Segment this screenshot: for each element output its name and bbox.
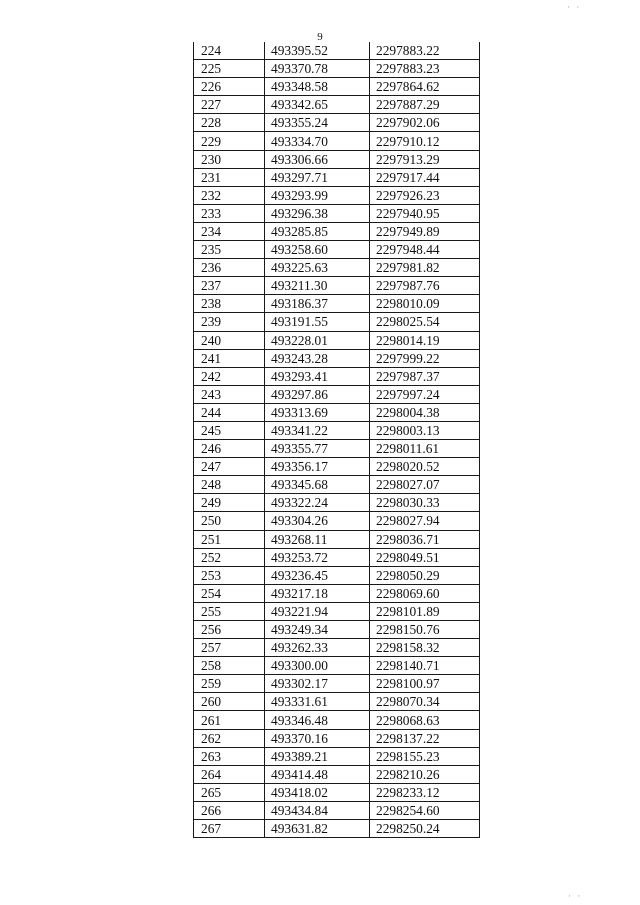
- point-number-cell: 232: [194, 186, 265, 204]
- table-row: [194, 241, 480, 259]
- table-row: [194, 313, 480, 331]
- point-number-cell: 246: [194, 440, 265, 458]
- table-row: [194, 440, 480, 458]
- point-number-cell: 231: [194, 168, 265, 186]
- y-coordinate-cell: 2298068.63: [370, 711, 480, 729]
- x-coordinate-cell: 493414.48: [265, 765, 370, 783]
- x-coordinate-cell: 493395.52: [265, 42, 370, 60]
- point-number-cell: 247: [194, 458, 265, 476]
- x-coordinate-cell: 493297.86: [265, 385, 370, 403]
- point-number-cell: 225: [194, 60, 265, 78]
- point-number-cell: 249: [194, 494, 265, 512]
- y-coordinate-cell: 2298003.13: [370, 421, 480, 439]
- table-row: [194, 548, 480, 566]
- y-coordinate-cell: 2297940.95: [370, 204, 480, 222]
- x-coordinate-cell: 493225.63: [265, 259, 370, 277]
- y-coordinate-cell: 2298020.52: [370, 458, 480, 476]
- y-coordinate-cell: 2298004.38: [370, 403, 480, 421]
- coordinates-table: [193, 42, 480, 838]
- y-coordinate-cell: 2298069.60: [370, 584, 480, 602]
- point-number-cell: 245: [194, 421, 265, 439]
- y-coordinate-cell: 2298050.29: [370, 566, 480, 584]
- point-number-cell: 265: [194, 783, 265, 801]
- table-row: [194, 729, 480, 747]
- x-coordinate-cell: 493341.22: [265, 421, 370, 439]
- x-coordinate-cell: 493268.11: [265, 530, 370, 548]
- y-coordinate-cell: 2297883.22: [370, 42, 480, 60]
- y-coordinate-cell: 2298014.19: [370, 331, 480, 349]
- x-coordinate-cell: 493306.66: [265, 150, 370, 168]
- point-number-cell: 257: [194, 639, 265, 657]
- table-row: [194, 783, 480, 801]
- x-coordinate-cell: 493322.24: [265, 494, 370, 512]
- y-coordinate-cell: 2298254.60: [370, 801, 480, 819]
- x-coordinate-cell: 493345.68: [265, 476, 370, 494]
- x-coordinate-cell: 493191.55: [265, 313, 370, 331]
- table-row: [194, 820, 480, 838]
- scan-mark-bottom: · ·: [568, 891, 583, 901]
- y-coordinate-cell: 2297864.62: [370, 78, 480, 96]
- table-row: [194, 42, 480, 60]
- table-row: [194, 621, 480, 639]
- point-number-cell: 230: [194, 150, 265, 168]
- x-coordinate-cell: 493355.77: [265, 440, 370, 458]
- table-row: [194, 385, 480, 403]
- point-number-cell: 236: [194, 259, 265, 277]
- y-coordinate-cell: 2298049.51: [370, 548, 480, 566]
- y-coordinate-cell: 2297987.76: [370, 277, 480, 295]
- y-coordinate-cell: 2298030.33: [370, 494, 480, 512]
- x-coordinate-cell: 493249.34: [265, 621, 370, 639]
- x-coordinate-cell: 493186.37: [265, 295, 370, 313]
- point-number-cell: 250: [194, 512, 265, 530]
- y-coordinate-cell: 2297887.29: [370, 96, 480, 114]
- y-coordinate-cell: 2297999.22: [370, 349, 480, 367]
- page-number: 9: [317, 31, 323, 43]
- x-coordinate-cell: 493211.30: [265, 277, 370, 295]
- scan-mark-top: · ·: [567, 2, 582, 12]
- y-coordinate-cell: 2298155.23: [370, 747, 480, 765]
- table-row: [194, 711, 480, 729]
- table-row: [194, 114, 480, 132]
- table-row: [194, 657, 480, 675]
- y-coordinate-cell: 2298150.76: [370, 621, 480, 639]
- x-coordinate-cell: 493304.26: [265, 512, 370, 530]
- x-coordinate-cell: 493262.33: [265, 639, 370, 657]
- y-coordinate-cell: 2298233.12: [370, 783, 480, 801]
- x-coordinate-cell: 493236.45: [265, 566, 370, 584]
- x-coordinate-cell: 493293.41: [265, 367, 370, 385]
- x-coordinate-cell: 493370.78: [265, 60, 370, 78]
- table-row: [194, 476, 480, 494]
- x-coordinate-cell: 493302.17: [265, 675, 370, 693]
- y-coordinate-cell: 2297902.06: [370, 114, 480, 132]
- y-coordinate-cell: 2298250.24: [370, 820, 480, 838]
- y-coordinate-cell: 2297987.37: [370, 367, 480, 385]
- point-number-cell: 235: [194, 241, 265, 259]
- coordinates-table-body: [194, 42, 480, 838]
- point-number-cell: 243: [194, 385, 265, 403]
- y-coordinate-cell: 2298027.94: [370, 512, 480, 530]
- x-coordinate-cell: 493356.17: [265, 458, 370, 476]
- x-coordinate-cell: 493631.82: [265, 820, 370, 838]
- x-coordinate-cell: 493418.02: [265, 783, 370, 801]
- y-coordinate-cell: 2298070.34: [370, 693, 480, 711]
- x-coordinate-cell: 493355.24: [265, 114, 370, 132]
- x-coordinate-cell: 493334.70: [265, 132, 370, 150]
- point-number-cell: 238: [194, 295, 265, 313]
- table-row: [194, 693, 480, 711]
- table-row: [194, 765, 480, 783]
- point-number-cell: 260: [194, 693, 265, 711]
- y-coordinate-cell: 2297926.23: [370, 186, 480, 204]
- y-coordinate-cell: 2298011.61: [370, 440, 480, 458]
- y-coordinate-cell: 2298137.22: [370, 729, 480, 747]
- x-coordinate-cell: 493228.01: [265, 331, 370, 349]
- point-number-cell: 233: [194, 204, 265, 222]
- table-row: [194, 584, 480, 602]
- point-number-cell: 267: [194, 820, 265, 838]
- table-row: [194, 639, 480, 657]
- table-row: [194, 602, 480, 620]
- x-coordinate-cell: 493296.38: [265, 204, 370, 222]
- x-coordinate-cell: 493297.71: [265, 168, 370, 186]
- x-coordinate-cell: 493434.84: [265, 801, 370, 819]
- x-coordinate-cell: 493217.18: [265, 584, 370, 602]
- table-row: [194, 458, 480, 476]
- point-number-cell: 248: [194, 476, 265, 494]
- point-number-cell: 239: [194, 313, 265, 331]
- table-row: [194, 259, 480, 277]
- point-number-cell: 251: [194, 530, 265, 548]
- point-number-cell: 264: [194, 765, 265, 783]
- point-number-cell: 253: [194, 566, 265, 584]
- x-coordinate-cell: 493313.69: [265, 403, 370, 421]
- table-row: [194, 295, 480, 313]
- table-row: [194, 367, 480, 385]
- table-row: [194, 150, 480, 168]
- point-number-cell: 226: [194, 78, 265, 96]
- point-number-cell: 256: [194, 621, 265, 639]
- x-coordinate-cell: 493293.99: [265, 186, 370, 204]
- y-coordinate-cell: 2298010.09: [370, 295, 480, 313]
- y-coordinate-cell: 2298036.71: [370, 530, 480, 548]
- table-row: [194, 566, 480, 584]
- y-coordinate-cell: 2297883.23: [370, 60, 480, 78]
- point-number-cell: 228: [194, 114, 265, 132]
- y-coordinate-cell: 2298025.54: [370, 313, 480, 331]
- point-number-cell: 234: [194, 222, 265, 240]
- y-coordinate-cell: 2298210.26: [370, 765, 480, 783]
- y-coordinate-cell: 2297917.44: [370, 168, 480, 186]
- x-coordinate-cell: 493221.94: [265, 602, 370, 620]
- x-coordinate-cell: 493370.16: [265, 729, 370, 747]
- point-number-cell: 254: [194, 584, 265, 602]
- point-number-cell: 244: [194, 403, 265, 421]
- table-row: [194, 675, 480, 693]
- x-coordinate-cell: 493253.72: [265, 548, 370, 566]
- table-row: [194, 331, 480, 349]
- table-row: [194, 512, 480, 530]
- table-row: [194, 349, 480, 367]
- y-coordinate-cell: 2297913.29: [370, 150, 480, 168]
- point-number-cell: 252: [194, 548, 265, 566]
- table-row: [194, 204, 480, 222]
- y-coordinate-cell: 2298140.71: [370, 657, 480, 675]
- table-row: [194, 222, 480, 240]
- point-number-cell: 242: [194, 367, 265, 385]
- x-coordinate-cell: 493348.58: [265, 78, 370, 96]
- table-row: [194, 494, 480, 512]
- point-number-cell: 227: [194, 96, 265, 114]
- x-coordinate-cell: 493331.61: [265, 693, 370, 711]
- table-row: [194, 132, 480, 150]
- point-number-cell: 258: [194, 657, 265, 675]
- x-coordinate-cell: 493346.48: [265, 711, 370, 729]
- table-row: [194, 530, 480, 548]
- x-coordinate-cell: 493285.85: [265, 222, 370, 240]
- y-coordinate-cell: 2297981.82: [370, 259, 480, 277]
- x-coordinate-cell: 493342.65: [265, 96, 370, 114]
- y-coordinate-cell: 2298100.97: [370, 675, 480, 693]
- table-row: [194, 186, 480, 204]
- table-row: [194, 747, 480, 765]
- point-number-cell: 241: [194, 349, 265, 367]
- table-row: [194, 78, 480, 96]
- y-coordinate-cell: 2298101.89: [370, 602, 480, 620]
- y-coordinate-cell: 2297949.89: [370, 222, 480, 240]
- table-row: [194, 60, 480, 78]
- x-coordinate-cell: 493258.60: [265, 241, 370, 259]
- point-number-cell: 229: [194, 132, 265, 150]
- point-number-cell: 262: [194, 729, 265, 747]
- y-coordinate-cell: 2298027.07: [370, 476, 480, 494]
- x-coordinate-cell: 493389.21: [265, 747, 370, 765]
- point-number-cell: 263: [194, 747, 265, 765]
- y-coordinate-cell: 2297948.44: [370, 241, 480, 259]
- x-coordinate-cell: 493243.28: [265, 349, 370, 367]
- point-number-cell: 266: [194, 801, 265, 819]
- point-number-cell: 224: [194, 42, 265, 60]
- table-row: [194, 403, 480, 421]
- y-coordinate-cell: 2298158.32: [370, 639, 480, 657]
- point-number-cell: 240: [194, 331, 265, 349]
- point-number-cell: 261: [194, 711, 265, 729]
- table-row: [194, 96, 480, 114]
- y-coordinate-cell: 2297910.12: [370, 132, 480, 150]
- y-coordinate-cell: 2297997.24: [370, 385, 480, 403]
- table-row: [194, 801, 480, 819]
- point-number-cell: 237: [194, 277, 265, 295]
- point-number-cell: 255: [194, 602, 265, 620]
- table-row: [194, 277, 480, 295]
- x-coordinate-cell: 493300.00: [265, 657, 370, 675]
- table-row: [194, 168, 480, 186]
- point-number-cell: 259: [194, 675, 265, 693]
- table-row: [194, 421, 480, 439]
